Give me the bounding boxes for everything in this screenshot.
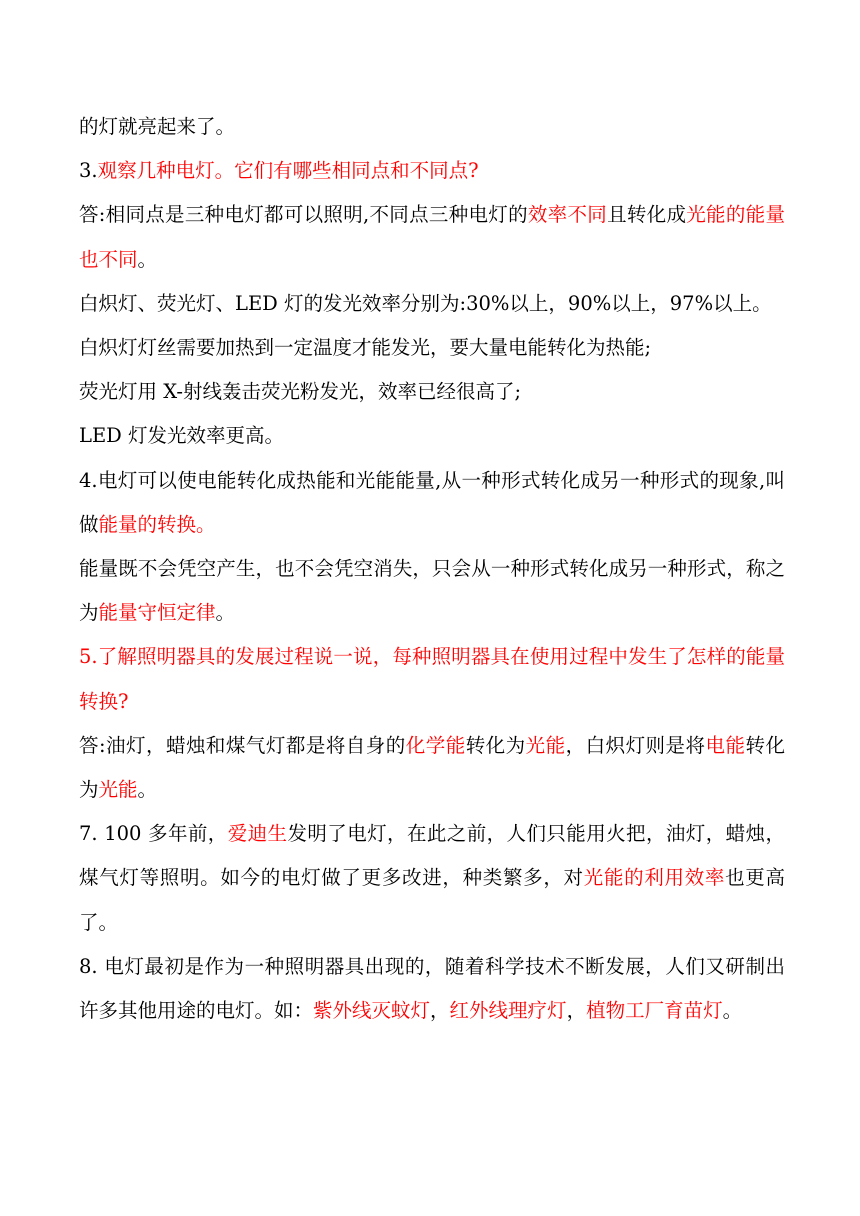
text-run: 。	[137, 778, 158, 802]
text-run: 能量既不会凭空产生，也不会凭空消失，只会从一种形式转化成另一种形式，称之为	[79, 557, 785, 625]
paragraph	[79, 282, 785, 326]
highlighted-text: 光能的利用效率	[583, 866, 726, 890]
text-run: 4.电灯可以使电能转化成热能和光能能量,从一种形式转化成另一种形式的现象,叫做	[79, 468, 785, 536]
text-run: 。	[722, 999, 743, 1023]
text-run: 转化为	[79, 733, 785, 802]
highlighted-text: 光能	[98, 778, 138, 802]
highlighted-text: 紫外线灭蚊灯	[313, 999, 431, 1023]
text-run: 。	[137, 247, 158, 271]
text-run: ，	[430, 999, 450, 1023]
text-run: 转化为	[465, 733, 526, 757]
paragraph	[79, 635, 785, 723]
text-run: 答:相同点是三种电灯都可以照明,不同点三种电灯的	[79, 203, 528, 227]
text-run: 荧光灯用 X-射线轰击荧光粉发光，效率已经很高了;	[79, 380, 522, 404]
text-run: 也更高了。	[79, 866, 785, 934]
highlighted-text: 光能的能量也不同	[79, 203, 785, 271]
highlighted-text: 能量的转换。	[98, 512, 216, 536]
highlighted-text: 5.了解照明器具的发展过程说一说，每种照明器具在使用过程中发生了怎样的能量转换?	[79, 645, 785, 713]
paragraph	[79, 547, 785, 635]
paragraph	[79, 326, 785, 370]
highlighted-text: 爱迪生	[227, 822, 288, 846]
highlighted-text: 电能	[705, 733, 746, 757]
paragraph	[79, 149, 785, 193]
paragraph	[79, 193, 785, 281]
text-run: ，白炽灯则是将	[565, 733, 706, 757]
document-page	[79, 105, 785, 1033]
text-run: 3.	[79, 159, 98, 183]
text-run: 。	[215, 601, 236, 625]
text-run: 的灯就亮起来了。	[79, 115, 236, 138]
text-run: LED 灯发光效率更高。	[79, 424, 285, 448]
highlighted-text: 能量守恒定律	[98, 601, 216, 625]
paragraph	[79, 812, 785, 945]
highlighted-text: 光能	[525, 733, 566, 757]
text-run: 白炽灯、荧光灯、LED 灯的发光效率分别为:30%以上，90%以上，97%以上。	[79, 291, 772, 315]
text-run: 答:油灯，蜡烛和煤气灯都是将自身的	[79, 733, 406, 757]
highlighted-text: 植物工厂育苗灯	[586, 999, 723, 1023]
highlighted-text: 效率不同	[527, 203, 608, 227]
highlighted-text: 红外线理疗灯	[449, 999, 567, 1023]
paragraph	[79, 945, 785, 1033]
paragraph	[79, 724, 785, 812]
text-run: 且转化成	[607, 203, 687, 227]
paragraph	[79, 370, 785, 414]
text-run: ，	[566, 999, 587, 1023]
paragraph	[79, 459, 785, 547]
text-run: 白炽灯灯丝需要加热到一定温度才能发光，要大量电能转化为热能;	[79, 336, 652, 360]
highlighted-text: 化学能	[405, 733, 466, 757]
text-run: 8. 电灯最初是作为一种照明器具出现的，随着科学技术不断发展，人们又研制出许多其他用途的电灯。如：	[79, 954, 785, 1023]
text-run: 7. 100 多年前，	[79, 822, 228, 846]
paragraph	[79, 105, 785, 149]
highlighted-text: 观察几种电灯。它们有哪些相同点和不同点?	[97, 159, 479, 183]
paragraph	[79, 414, 785, 458]
text-run: 发明了电灯，在此之前，人们只能用火把，油灯，蜡烛，煤气灯等照明。如今的电灯做了更多改进，种类繁多，对	[79, 822, 785, 890]
